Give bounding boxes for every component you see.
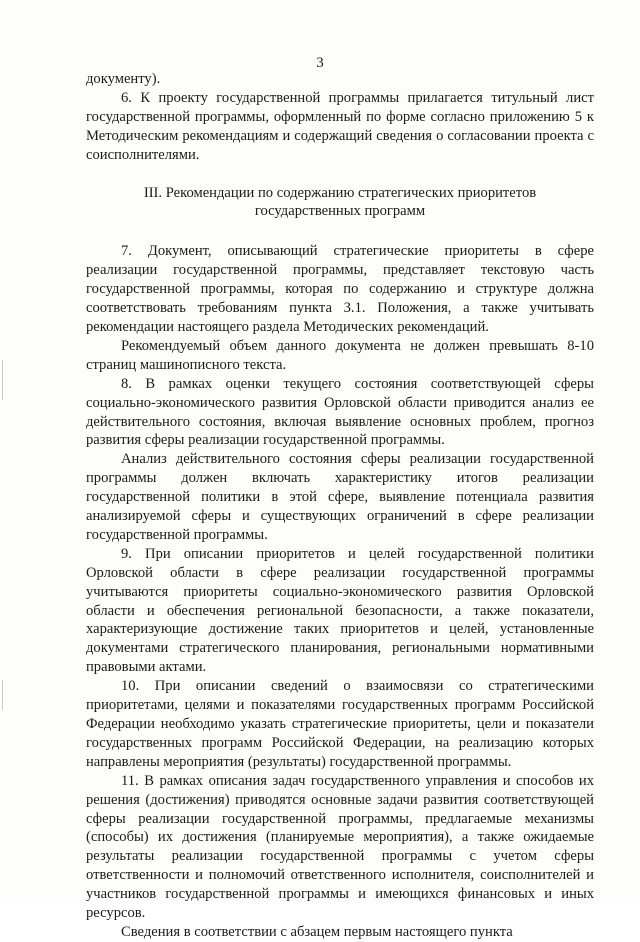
- section-heading: [86, 184, 594, 222]
- paragraph-info: Сведения в соответствии с абзацем первым настоящего пункта: [121, 923, 513, 940]
- paragraph-volume: Рекомендуемый объем данного документа не должен превышать 8-10 страниц машинописного текста.: [86, 337, 594, 373]
- paragraph: документу).: [86, 71, 161, 87]
- paragraph-7: 7. Документ, описывающий стратегические приоритеты в сфере реализации государственной программы, представляет текстовую часть государственной программы, которая по содержанию и структуре должна соответствовать требованиям пункта 3.1. Положения, а также учитывать рекомендации настоящего раздела Методических рекомендаций.: [86, 243, 594, 335]
- section-heading-line: государственных программ: [254, 203, 426, 220]
- paragraph-11: 11. В рамках описания задач государственного управления и способов их решения (достижения) приводятся основные задачи развития соответствующей сферы реализации государственной программы, предлагаемые механизмы (способы) их достижения (планируемые мероприятия), а также ожидаемые результаты реализации государственной программы с учетом сферы ответственности и полномочий ответственного исполнителя, соисполнителей и участников государственной программы и имеющихся финансовых и иных ресурсов.: [86, 772, 594, 922]
- scan-edge-mark: [2, 680, 3, 710]
- scan-edge-mark: [2, 360, 3, 400]
- paragraph-analysis: Анализ действительного состояния сферы реализации государственной программы должен включать характеристику итогов реализации государственной политики в этой сфере, выявление потенциала развития анализируемой сферы и существующих ограничений в сфере реализации государственной программы.: [86, 451, 594, 543]
- paragraph-8: 8. В рамках оценки текущего состояния соответствующей сферы социально-экономического развития Орловской области приводится анализ ее действительного состояния, включая выявление основных проблем, прогноз развития сферы реализации государственной программы.: [86, 375, 594, 449]
- paragraph-10: 10. При описании сведений о взаимосвязи со стратегическими приоритетами, целями и показателями государственных программ Российской Федерации необходимо указать стратегические приоритеты, цели и показатели государственных программ Российской Федерации, на реализацию которых направлены мероприятия (результаты) государственной программы.: [86, 678, 594, 770]
- page-number: 3: [316, 55, 324, 71]
- document-body: [86, 70, 594, 942]
- paragraph: 6. К проекту государственной программы прилагается титульный лист государственной программы, оформленный по форме согласно приложению 5 к Методическим рекомендациям и содержащий сведения о согласовании проекта с соисполнителями.: [86, 89, 594, 163]
- paragraph-9: 9. При описании приоритетов и целей государственной политики Орловской области в сфере реализации государственной программы учитываются приоритеты социально-экономического развития Орловской области и обеспечения региональной безопасности, а также показатели, характеризующие достижение таких приоритетов и целей, установленные документами стратегического планирования, региональными нормативными правовыми актами.: [86, 545, 594, 676]
- section-heading-line: III. Рекомендации по содержанию стратегических приоритетов: [143, 184, 537, 201]
